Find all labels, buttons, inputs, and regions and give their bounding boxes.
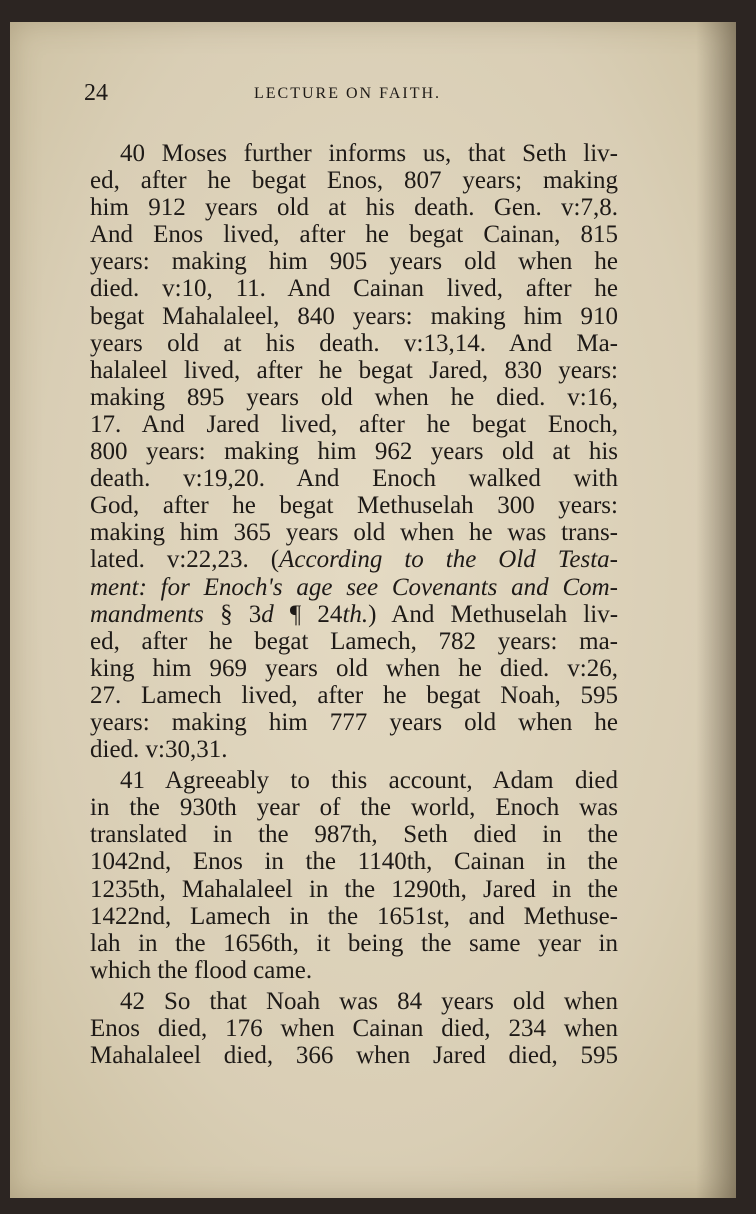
page-gutter-shadow (696, 22, 736, 1198)
text-line: begat Mahalaleel, 840 years: making him 910 (90, 302, 618, 330)
body-text (90, 140, 618, 1069)
text-line: Mahalaleel died, 366 when Jared died, 595 (90, 1042, 618, 1070)
text-line: died. v:30,31. (90, 736, 228, 764)
text-line: years: making him 905 years old when he (90, 248, 618, 276)
text-run: ¶ 24 (273, 600, 343, 628)
running-head (84, 80, 644, 110)
text-line: translated in the 987th, Seth died in the (90, 821, 618, 849)
text-line: 1235th, Mahalaleel in the 1290th, Jared in the (90, 875, 618, 903)
text-line: died. v:10, 11. And Cainan lived, after he (90, 275, 618, 303)
italic-run: mandments (90, 600, 204, 628)
text-run: ) And Methuselah liv- (368, 600, 619, 628)
text-line: halaleel lived, after he begat Jared, 830 years: (90, 356, 618, 384)
italic-run: th. (342, 600, 369, 628)
text-line: And Enos lived, after he begat Cainan, 815 (90, 221, 618, 249)
text-line: 1422nd, Lamech in the 1651st, and Methuse- (90, 902, 618, 930)
text-line: years: making him 777 years old when he (90, 708, 618, 736)
text-line: years old at his death. v:13,14. And Ma- (90, 329, 618, 357)
italic-run: According to the Old Testa- (279, 546, 619, 574)
text-line: ed, after he begat Enos, 807 years; making (90, 167, 618, 195)
text-line: 27. Lamech lived, after he begat Noah, 595 (90, 681, 618, 709)
text-line: death. v:19,20. And Enoch walked with (90, 465, 618, 493)
text-line (90, 574, 618, 601)
text-line: 42 So that Noah was 84 years old when (120, 987, 618, 1015)
text-line: Enos died, 176 when Cainan died, 234 when (90, 1015, 618, 1042)
text-line: 800 years: making him 962 years old at his (90, 438, 618, 466)
italic-run: ment: for Enoch's age see Covenants and Com- (90, 573, 618, 601)
text-line: ed, after he begat Lamech, 782 years: ma- (90, 627, 618, 655)
italic-run: d (261, 600, 274, 628)
text-line: in the 930th year of the world, Enoch was (90, 794, 618, 822)
text-line: which the flood came. (90, 956, 313, 984)
text-run: § 3 (203, 600, 262, 628)
text-line: lah in the 1656th, it being the same year in (90, 929, 618, 957)
text-line: 41 Agreeably to this account, Adam died (120, 767, 618, 795)
text-line: 1042nd, Enos in the 1140th, Cainan in the (90, 848, 618, 876)
page-number: 24 (84, 80, 108, 106)
text-line: king him 969 years old when he died. v:26, (90, 654, 618, 682)
text-line: 40 Moses further informs us, that Seth liv- (120, 140, 618, 167)
text-line: 17. And Jared lived, after he begat Enoch, (90, 410, 618, 438)
text-line (90, 546, 618, 573)
text-run: lated. v:22,23. ( (90, 546, 280, 574)
running-title: LECTURE ON FAITH. (254, 85, 442, 102)
text-line: him 912 years old at his death. Gen. v:7,8. (90, 194, 618, 222)
text-line: making 895 years old when he died. v:16, (90, 383, 618, 411)
text-line: God, after he begat Methuselah 300 years: (90, 492, 618, 520)
text-line (90, 601, 618, 628)
text-line: making him 365 years old when he was trans- (90, 519, 618, 547)
